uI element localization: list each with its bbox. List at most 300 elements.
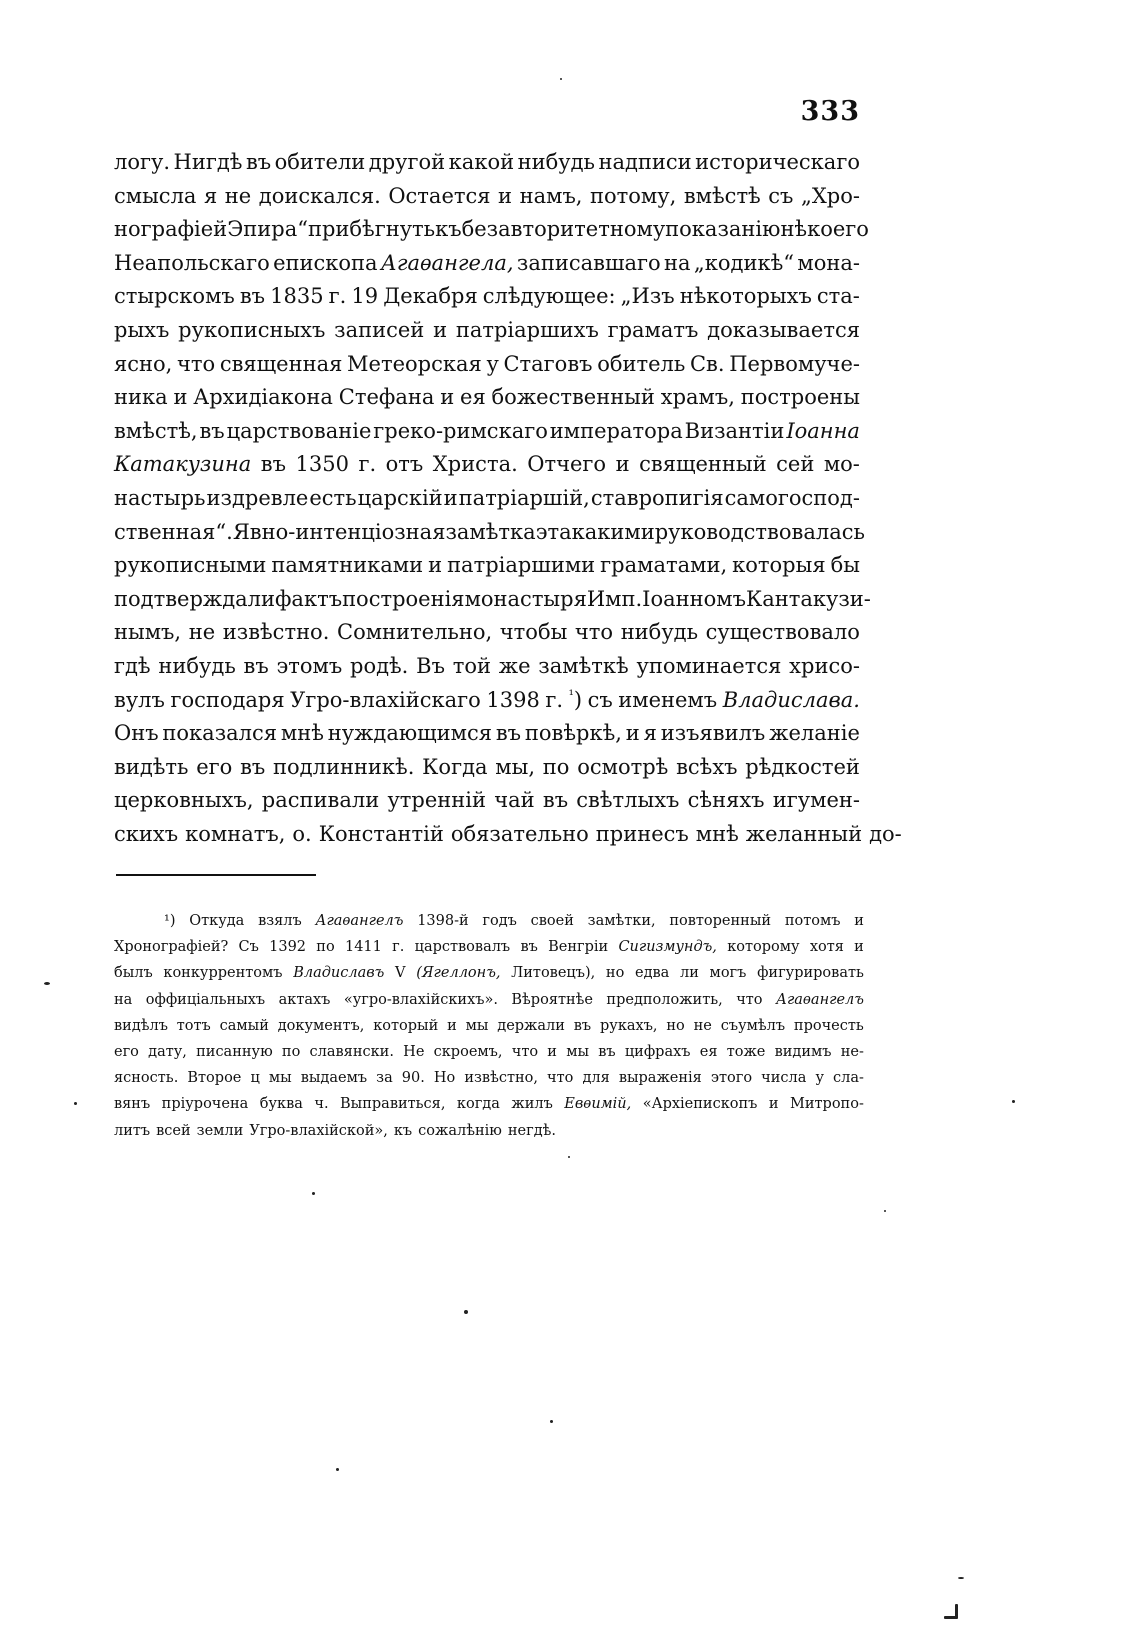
footnote-word: Сигизмундъ, [618,939,717,956]
footnote-word: что [511,1043,539,1060]
body-word: и [625,721,640,746]
body-word: патріаршихъ [455,317,599,342]
body-word: на [664,250,691,275]
body-word: въ [542,788,569,813]
footnote-word: скроемъ, [433,1043,503,1060]
body-word: Декабря [383,284,478,309]
scan-speck [74,1102,77,1105]
body-line [114,415,860,449]
body-word: и [498,183,513,208]
body-word: руководствовалась [654,519,865,544]
body-word: рѣдкостей [745,754,860,779]
body-word: 1398 [486,687,540,712]
footnote-word: литъ [114,1122,151,1139]
footnote-word: земли [196,1122,244,1139]
body-line [114,650,860,684]
body-word: доискался. [258,183,381,208]
body-word: Неапольскаго [114,250,270,275]
footnote-word: Евѳимій, [564,1096,632,1113]
footnote-word: Агаѳангелъ [775,991,864,1008]
footnote-word: въ [598,1043,616,1060]
footnote-word: 1398-й [417,913,469,929]
body-word: патріаршій, [458,485,590,510]
body-word: какой [448,150,515,174]
footnote-word: тоже [726,1043,766,1060]
body-word: родѣ. [350,653,409,678]
page-number: 333 [800,96,860,127]
body-word: желанный [745,821,863,846]
body-word: нибудь [517,150,595,174]
body-word: 1350 [295,452,349,477]
body-word: мнѣ [695,821,739,846]
footnote-word: (Ягеллонъ, [416,965,501,982]
body-word: ника [114,385,168,410]
body-word: г. [545,687,564,712]
footnote-word: оффиціальныхъ [145,991,266,1008]
footnote-word: 90. [401,1070,425,1087]
footnote-word: повторенный [669,913,772,929]
footnote-word: Владиславъ [293,965,385,982]
scan-speck [884,1210,886,1212]
body-word: 1835 [270,284,324,309]
body-word: Отчего [527,452,607,477]
body-word: нымъ, [114,620,182,645]
body-line [114,583,871,617]
footnote-word: тотъ [176,1017,211,1034]
body-word: гдѣ [114,653,151,678]
footnote-word: когда [456,1096,500,1113]
footnote-word: прочесть [793,1017,864,1034]
body-word: показанію [665,217,781,242]
body-line [114,784,860,818]
footnote-word: Венгріи [548,939,609,956]
body-word: мы, [495,754,536,779]
footnote-word: фигурировать [757,965,864,982]
body-word: ясно, [114,351,173,376]
footnote-word: негдѣ. [507,1122,556,1139]
scan-speck [568,1156,570,1158]
body-word: съ [768,183,794,208]
footnote-word: по [316,939,335,956]
footnote-word: взялъ [258,913,302,929]
body-word: его [196,754,233,779]
footnote-word: пріурочена [161,1096,249,1113]
body-word: подлинникѣ. [273,754,415,779]
body-word: я [643,721,657,746]
scan-speck [955,1604,958,1618]
body-word: повѣркѣ, [524,721,622,746]
body-word: „кодикѣ“ [693,250,794,275]
body-word: императора [549,418,683,443]
footnote-word: Съ [238,939,259,956]
body-word: построенія [342,586,465,611]
body-word: Когда [422,754,488,779]
body-word: съ [587,687,613,712]
footnote-word: царствовалъ [414,939,511,956]
body-word: стырскомъ [114,284,235,309]
footnote-word: Угро-влахійской», [249,1122,388,1139]
body-word: граматами, [600,553,728,578]
body-word: нибудь [158,653,236,678]
footnote-word: и [854,939,864,956]
body-word: священный [639,452,767,477]
body-word: осмотрѣ [577,754,669,779]
body-word: какими [571,519,655,544]
footnote-word: буква [259,1096,303,1113]
body-line [114,482,860,516]
body-word: Владислава. [722,687,860,712]
scan-speck [312,1192,315,1195]
body-word: нѣкоего [780,217,869,242]
footnote-word: писанную [196,1043,273,1060]
footnote-word: могъ [709,965,747,982]
footnote-word: потомъ [784,913,841,929]
body-word: и [173,385,188,410]
body-word: Агаѳангела, [380,250,514,275]
footnote-word: всей [156,1122,191,1139]
footnote-word: «Архіепископъ [642,1096,758,1113]
body-word: вмѣстѣ, [114,418,198,443]
footnote-word: за [376,1070,393,1087]
body-word: свѣтлыхъ [576,788,680,813]
body-word: Первомуче- [729,351,860,376]
body-word: г. [328,284,347,309]
body-word: храмъ, [660,385,735,410]
body-line [114,549,860,583]
body-word: въ [240,754,266,779]
body-word: Угро-влахійскаго [290,687,481,712]
body-word: г. [358,452,377,477]
footnote-word: сожалѣнію [418,1122,502,1139]
body-word: въ [495,721,522,746]
body-word: вулъ [114,687,165,712]
footnote-word: Агаѳангелъ [315,913,404,929]
body-line [114,213,869,247]
footnote-word: Но [433,1070,456,1087]
body-word: Сомнительно, [337,620,493,645]
body-word: записей [334,317,425,342]
body-word: Эпира“ [227,217,308,242]
footnote-word: вянъ [114,1096,151,1113]
body-word: что [574,620,614,645]
body-word: по [542,754,570,779]
body-word: что [177,351,216,376]
body-line [114,448,860,482]
body-word: „Хро- [800,183,860,208]
footnote-word: который [373,1017,439,1034]
footnote-word: ч. [314,1096,329,1113]
body-word: существовало [705,620,860,645]
body-word: Іоанна [786,418,860,443]
body-word: Имп. [586,586,643,611]
body-word: епископа [273,250,378,275]
footnote-word: держали [497,1017,565,1034]
body-word: Іоанномъ [642,586,746,611]
body-line [114,280,860,314]
footnote-word: выраженія [618,1070,702,1087]
footnote-word: не [693,1017,712,1034]
body-word: граматъ [607,317,699,342]
footnote-word: съумѣлъ [720,1017,786,1034]
body-word: замѣтка [445,519,536,544]
body-word: записавшаго [516,250,661,275]
body-line [114,818,902,852]
footnote-word: жилъ [511,1096,553,1113]
footnote-word: ясность. [114,1070,179,1087]
footnote-word: цифрахъ [624,1043,691,1060]
body-word: въ [239,284,266,309]
footnote-word: но [666,1017,685,1034]
body-word: игумен- [772,788,860,813]
body-word: безавторитетному [461,217,666,242]
footnote-word: Второе [187,1070,242,1087]
body-word: отъ [385,452,424,477]
body-word: этомъ [276,653,343,678]
body-line [114,751,860,785]
footnote-word: замѣтки, [587,913,656,929]
body-word: Константій [318,821,444,846]
body-line [114,146,860,180]
footnote-word: его [114,1043,139,1060]
body-word: Христа. [432,452,518,477]
body-word: замѣткѣ [538,653,629,678]
footnote-line [114,1091,864,1117]
footnote-word: этого [710,1070,753,1087]
body-word: господаря [170,687,285,712]
body-word: мо- [823,452,860,477]
footnote-word: самый [219,1017,269,1034]
body-word: Стаговъ [503,351,593,376]
footnote-line [114,934,864,960]
body-word: распивали [261,788,380,813]
body-word: до- [869,821,902,846]
footnote-word: рукахъ, [600,1017,658,1034]
body-word: рыхъ [114,317,170,342]
body-word: извѣстно. [222,620,330,645]
body-word: скихъ [114,821,179,846]
footnote-word: мы [566,1043,590,1060]
footnote-word: актахъ [278,991,331,1008]
footnote-word: ¹) [164,913,176,929]
body-line [114,684,860,718]
body-word: Византіи [684,418,785,443]
footnote-word: по [281,1043,301,1060]
footnote-word: ея [699,1043,718,1060]
footnote-word: не- [840,1043,864,1060]
footnote-word: и [768,1096,779,1113]
footnote-word: у [815,1070,824,1087]
body-word: божественный [491,385,655,410]
body-word: и [428,553,443,578]
body-word: издревле [206,485,309,510]
body-word: другой [368,150,446,174]
footnote-word: предположить, [606,991,723,1008]
body-word: изъявилъ [660,721,766,746]
body-word: Онъ [114,721,159,746]
footnote-word: и [854,913,864,929]
body-word: той [452,653,491,678]
footnote-word: видѣлъ [114,1017,168,1034]
body-word: хрисо- [789,653,860,678]
body-word: рукописныхъ [178,317,326,342]
body-word: намъ, [519,183,583,208]
footnote-word: числа [761,1070,807,1087]
footnote-line [114,1065,864,1091]
body-word: видѣть [114,754,189,779]
footnote-word: Хронографіей? [114,939,229,956]
body-word: Явно-интенціозная [232,519,446,544]
footnote-word: былъ [114,965,153,982]
body-word: Св. [689,351,725,376]
footnote-word: едва [634,965,670,982]
scan-speck [336,1468,339,1471]
footnote-word: извѣстно, [464,1070,538,1087]
body-word: всѣхъ [676,754,738,779]
body-word: обители [274,150,366,174]
body-word: самогоспод- [724,485,860,510]
body-word: настырь [114,485,206,510]
footnote-word: ц [250,1070,260,1087]
footnote-word: видимъ [774,1043,832,1060]
body-line [114,348,860,382]
footnote-word: въ [520,939,538,956]
footnote-word: сла- [833,1070,864,1087]
body-word: и [433,317,448,342]
body-line [114,180,860,214]
body-text [114,146,902,851]
scan-speck [44,982,50,985]
footnote-line [114,908,864,934]
footnote-word: ли [679,965,699,982]
body-word: упоминается [636,653,782,678]
body-word: надписи [598,150,692,174]
footnote-word: но [605,965,625,982]
body-word: не [188,620,216,645]
footnote-word: г. [392,939,405,956]
body-word: принесъ [595,821,689,846]
body-word: нографіей [114,217,228,242]
body-word: прибѣгнуть [307,217,436,242]
body-word: Архидіакона [193,385,333,410]
footnote-word: къ [393,1122,413,1139]
footnote-word: которому [727,939,800,956]
body-word: построены [740,385,860,410]
body-word: греко-римскаго [373,418,548,443]
body-word: 19 [351,284,379,309]
footnote-word: что [736,991,763,1008]
body-word: мона- [797,250,860,275]
scan-speck [464,1310,468,1314]
footnote-line [114,1013,864,1039]
body-word: желаніе [769,721,860,746]
body-word: именемъ [618,687,718,712]
body-word: сей [776,452,815,477]
body-word: церковныхъ, [114,788,254,813]
footnote-word: славянски. [309,1043,394,1060]
body-word: чтобы [499,620,568,645]
body-word: патріаршими [447,553,596,578]
scan-speck [1012,1100,1015,1103]
footnote-word: Митропо- [790,1096,864,1113]
body-word: ственная“. [114,519,233,544]
body-word: подтверждали [114,586,275,611]
body-word: и [440,385,455,410]
body-word: показался [162,721,278,746]
footnote-word: Вѣроятнѣе [511,991,593,1008]
footnote-line [114,1039,864,1065]
footnote-word: 1392 [269,939,307,956]
body-word: Метеорская [347,351,482,376]
body-word: „Изъ [620,284,675,309]
footnote-word: выдаемъ [300,1070,368,1087]
body-word: ея [460,385,486,410]
body-word: мнѣ [280,721,324,746]
footnote-word: Выправиться, [340,1096,446,1113]
body-line [114,717,860,751]
body-word: къ [435,217,462,242]
body-word: въ [243,653,269,678]
body-word: бы [830,553,860,578]
footnote-word: и [547,1043,557,1060]
footnote-word: Литовецъ), [511,965,596,982]
body-word: сѣняхъ [687,788,765,813]
body-word: въ [245,150,272,174]
body-word: же [498,653,531,678]
footnote-word: хотя [809,939,844,956]
scan-speck [560,78,562,80]
footnote-word: дату, [148,1043,187,1060]
footnote-word: на [114,991,133,1008]
body-word: нибудь [620,620,699,645]
body-word: Катакузина [114,452,252,477]
body-word: царствованіе [226,418,372,443]
body-word: потому, [590,183,677,208]
body-word: чай [494,788,535,813]
body-word: памятниками [271,553,424,578]
body-word: Въ [416,653,445,678]
body-line [114,247,860,281]
body-word: священная [219,351,343,376]
footnote-word: своей [530,913,574,929]
body-word: монастыря [464,586,587,611]
body-word: въ [199,418,225,443]
body-word: Кантакузи- [745,586,871,611]
body-line [114,616,860,650]
body-word: рукописными [114,553,267,578]
body-word: Стефана [338,385,435,410]
body-word: ста- [816,284,860,309]
scan-speck [958,1577,964,1579]
body-word: въ [260,452,286,477]
footnote-word: мы [268,1070,292,1087]
footnote-word: документъ, [277,1017,365,1034]
body-word: и [615,452,630,477]
body-word: историческаго [695,150,860,174]
body-word: есть [309,485,357,510]
body-line [114,516,865,550]
body-word: Нигдѣ [173,150,243,174]
body-word: вмѣстѣ [683,183,761,208]
footnote-word: V [395,965,406,982]
footnote-word: что [547,1070,574,1087]
footnote-line [114,987,864,1013]
footnote-word: мы [465,1017,489,1034]
body-line [114,381,860,415]
body-word: нѣкоторыхъ [679,284,812,309]
footnote-word: конкуррентомъ [163,965,283,982]
footnote-divider [116,874,316,876]
scan-speck [550,1420,553,1423]
